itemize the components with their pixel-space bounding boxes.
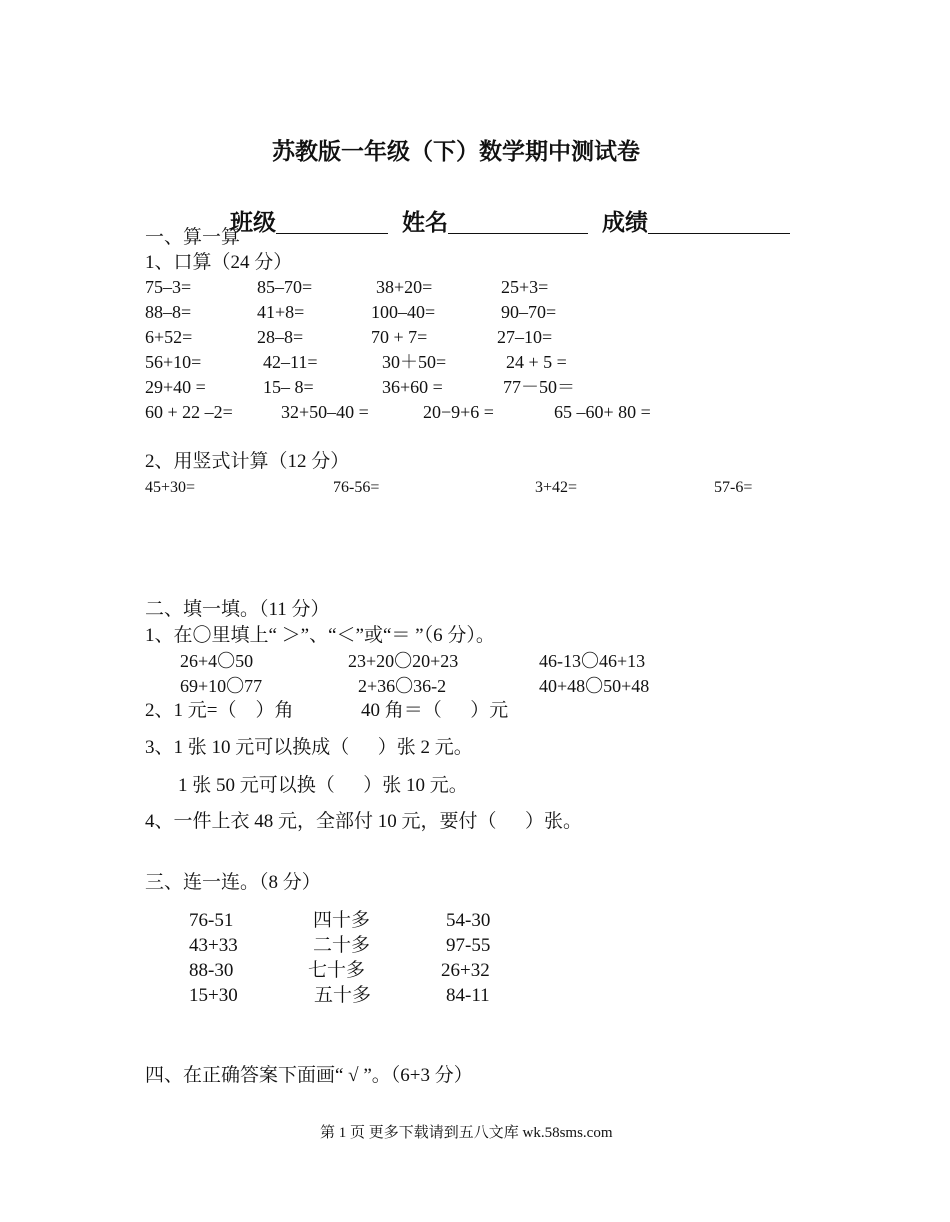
vertical-calc-item: 3+42= <box>535 479 578 496</box>
math-item: 85–70= <box>257 277 313 297</box>
math-item: 28–8= <box>257 327 304 347</box>
math-item: 60 + 22 –2= <box>145 402 233 422</box>
compare-item: 46-13〇46+13 <box>539 651 646 671</box>
name-label: 姓名 <box>402 210 448 235</box>
math-item: 29+40 = <box>145 377 206 397</box>
compare-item: 26+4〇50 <box>180 651 254 671</box>
match-left-item[interactable]: 76-51 <box>189 910 234 931</box>
compare-item: 23+20〇20+23 <box>348 651 459 671</box>
math-item: 90–70= <box>501 302 557 322</box>
section-1-heading: 一、算一算 <box>145 227 241 248</box>
match-right-item[interactable]: 84-11 <box>446 985 490 1006</box>
section-2-heading: 二、填一填。（11 分） <box>145 599 330 620</box>
section-2-q1-heading: 1、在〇里填上“ ＞”、“＜”或“＝ ”（6 分）。 <box>145 625 495 646</box>
math-item: 70 + 7= <box>371 327 428 347</box>
math-item: 77－50＝ <box>503 377 575 397</box>
section-2-q3-line-1: 3、1 张 10 元可以换成（ ）张 2 元。 <box>145 737 473 758</box>
math-item: 6+52= <box>145 327 193 347</box>
vertical-calc-item: 57-6= <box>714 479 753 496</box>
math-item: 32+50–40 = <box>281 402 369 422</box>
math-item: 24 + 5 = <box>506 352 567 372</box>
page-title: 苏教版一年级（下）数学期中测试卷 <box>272 139 640 164</box>
match-right-item[interactable]: 26+32 <box>441 960 490 981</box>
math-item: 15– 8= <box>263 377 314 397</box>
match-right-item[interactable]: 97-55 <box>446 935 491 956</box>
match-left-item[interactable]: 43+33 <box>189 935 238 956</box>
section-1-part-1-heading: 1、口算（24 分） <box>145 252 293 273</box>
compare-item: 2+36〇36-2 <box>358 676 447 696</box>
section-2-q2-part-a: 2、1 元=（ ）角 <box>145 700 294 721</box>
math-item: 41+8= <box>257 302 305 322</box>
math-item: 65 –60+ 80 = <box>554 402 651 422</box>
section-2-q2-part-b: 40 角＝（ ）元 <box>361 700 509 721</box>
math-item: 88–8= <box>145 302 192 322</box>
vertical-calc-item: 76-56= <box>333 479 380 496</box>
match-left-item[interactable]: 88-30 <box>189 960 234 981</box>
section-2-q3-line-2: 1 张 50 元可以换（ ）张 10 元。 <box>178 775 468 796</box>
student-info-line <box>207 188 790 257</box>
math-item: 20−9+6 = <box>423 402 494 422</box>
math-item: 30＋50= <box>382 352 447 372</box>
section-2-q4: 4、一件上衣 48 元，全部付 10 元，要付（ ）张。 <box>145 811 583 832</box>
match-middle-item[interactable]: 二十多 <box>313 935 371 956</box>
math-item: 36+60 = <box>382 377 443 397</box>
match-left-item[interactable]: 15+30 <box>189 985 238 1006</box>
math-item: 100–40= <box>371 302 436 322</box>
class-label: 班级 <box>230 210 276 235</box>
name-blank[interactable] <box>448 211 588 234</box>
match-right-item[interactable]: 54-30 <box>446 910 491 931</box>
math-item: 25+3= <box>501 277 549 297</box>
compare-item: 69+10〇77 <box>180 676 263 696</box>
score-label: 成绩 <box>602 210 648 235</box>
section-1-part-2-heading: 2、用竖式计算（12 分） <box>145 451 350 472</box>
compare-item: 40+48〇50+48 <box>539 676 650 696</box>
section-3-heading: 三、连一连。（8 分） <box>145 872 321 893</box>
page-footer: 第 1 页 更多下载请到五八文库 wk.58sms.com <box>320 1125 613 1141</box>
match-middle-item[interactable]: 五十多 <box>314 985 372 1006</box>
match-middle-item[interactable]: 七十多 <box>308 960 366 981</box>
match-middle-item[interactable]: 四十多 <box>313 910 371 931</box>
section-4-heading: 四、在正确答案下面画“ √ ”。（6+3 分） <box>145 1065 473 1086</box>
vertical-calc-item: 45+30= <box>145 479 196 496</box>
math-item: 75–3= <box>145 277 192 297</box>
math-item: 42–11= <box>263 352 318 372</box>
math-item: 27–10= <box>497 327 553 347</box>
math-item: 38+20= <box>376 277 433 297</box>
class-blank[interactable] <box>276 211 388 234</box>
math-item: 56+10= <box>145 352 202 372</box>
score-blank[interactable] <box>648 211 790 234</box>
